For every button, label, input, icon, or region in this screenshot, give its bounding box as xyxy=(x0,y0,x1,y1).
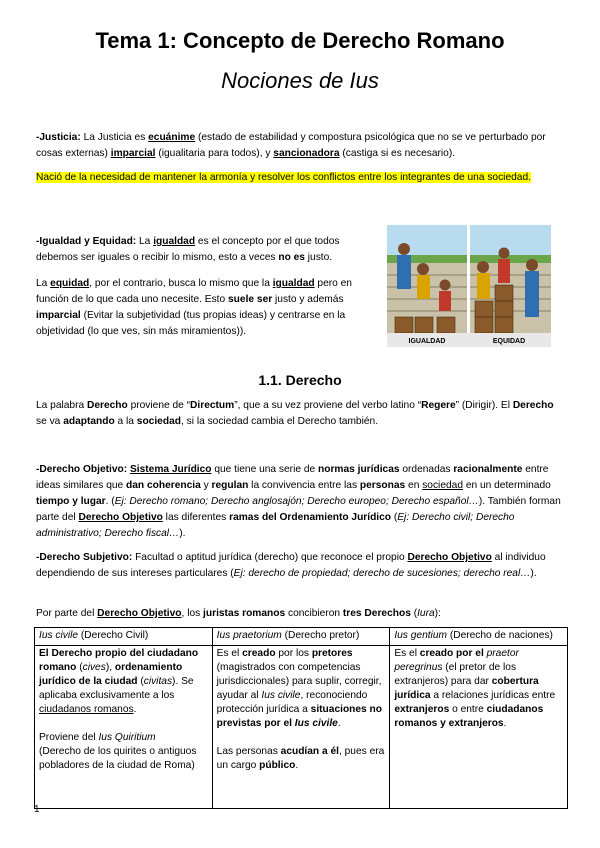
highlighted-text: Nació de la necesidad de mantener la armonía y resolver los conflictos entre los integrantes de una sociedad. xyxy=(36,172,531,183)
text: ). También forman parte del xyxy=(36,496,561,523)
term: juristas romanos xyxy=(203,608,286,619)
text: concibieron xyxy=(285,608,343,619)
text: ( xyxy=(76,662,83,673)
text: al individuo dependiendo de sus intereses particulares ( xyxy=(36,552,546,579)
justicia-paragraph xyxy=(36,130,566,162)
text: (Derecho Civil) xyxy=(78,630,149,641)
text: ordenadas xyxy=(399,464,454,475)
igualdad-caption: IGUALDAD xyxy=(408,338,446,345)
term-sancionadora: sancionadora xyxy=(273,148,340,159)
text: (el pretor de los extranjeros) para dar xyxy=(394,662,517,687)
example: Ej: derecho de propiedad; derecho de sucesiones; derecho real… xyxy=(233,568,531,579)
text: ). xyxy=(179,528,186,539)
term: Sistema Jurídico xyxy=(129,464,212,475)
page-title: Tema 1: Concepto de Derecho Romano xyxy=(95,28,505,53)
derecho-objetivo-paragraph xyxy=(36,462,566,542)
text: ”, que a su vez proviene del verbo latino “ xyxy=(234,400,422,411)
text: Es el xyxy=(394,648,420,659)
text: . xyxy=(133,704,137,715)
text: ciudadanos romanos y extranjeros xyxy=(394,704,544,729)
text: (Derecho pretor) xyxy=(281,630,360,641)
term: sociedad xyxy=(136,416,181,427)
equality-equity-illustration xyxy=(387,225,551,347)
text: creado por el xyxy=(419,648,487,659)
text: o entre xyxy=(449,704,487,715)
igualdad-paragraph xyxy=(36,234,376,266)
text: , reconociendo protección jurídica a xyxy=(216,690,368,715)
text: Ius civile xyxy=(294,718,338,729)
term-suele-ser: suele ser xyxy=(228,294,273,305)
text: la convivencia entre las xyxy=(248,480,360,491)
text: Proviene del xyxy=(39,732,99,743)
text: La palabra xyxy=(36,400,87,411)
text: civitas xyxy=(143,676,173,687)
text: acudían a él xyxy=(280,746,339,757)
objetivo-label: -Derecho Objetivo: xyxy=(36,464,128,475)
text: (estado de estabilidad y compostura psicológica que no se ve perturbado por cosas externas) xyxy=(36,132,546,159)
text: a la xyxy=(114,416,137,427)
text: La Justicia es xyxy=(80,132,149,143)
text: Es el xyxy=(216,648,243,659)
text: Ius civile xyxy=(261,690,301,701)
tres-derechos-table xyxy=(34,627,568,809)
text: ). Se aplicaba exclusivamente a los xyxy=(39,676,194,701)
term: Regere xyxy=(421,400,456,411)
term: Derecho Objetivo xyxy=(407,552,492,563)
cell-ius-civile xyxy=(35,646,213,809)
text: , por el contrario, busca lo mismo que la xyxy=(89,278,273,289)
text: . xyxy=(503,718,507,729)
justicia-label: -Justicia: xyxy=(36,132,81,143)
text: El Derecho propio del ciudadano romano xyxy=(39,648,199,673)
term-igualdad: igualdad xyxy=(272,278,315,289)
text: (igualitaria para todos), y xyxy=(155,148,274,159)
equidad-paragraph xyxy=(36,276,376,340)
example: Ej: Derecho romano; Derecho anglosajón; Derecho europeo; Derecho español… xyxy=(114,496,479,507)
term: adaptando xyxy=(63,416,115,427)
text: situaciones no previstas por el xyxy=(216,704,382,729)
text: Ius Quiritium xyxy=(98,732,156,743)
text: ( xyxy=(391,512,398,523)
igualdad-label: -Igualdad y Equidad: xyxy=(36,236,137,247)
text: . ( xyxy=(105,496,115,507)
text: es el concepto por el que todos debemos ser iguales o recibir lo mismo, esto a veces xyxy=(36,236,340,263)
term: Derecho xyxy=(512,400,554,411)
text: creado xyxy=(242,648,276,659)
text: y xyxy=(200,480,212,491)
text: que tiene una serie de xyxy=(211,464,318,475)
term-igualdad: igualdad xyxy=(153,236,196,247)
text: , si la sociedad cambia el Derecho también. xyxy=(180,416,379,427)
term: sociedad xyxy=(422,480,463,491)
term: Derecho Objetivo xyxy=(97,608,182,619)
text: cives xyxy=(82,662,106,673)
subjetivo-label: -Derecho Subjetivo: xyxy=(36,552,133,563)
text: público xyxy=(259,760,296,771)
table-intro-paragraph xyxy=(36,606,566,622)
derecho-subjetivo-paragraph xyxy=(36,550,566,582)
text: por los xyxy=(275,648,312,659)
text: ordenamiento jurídico de la ciudad xyxy=(39,662,183,687)
term: dan coherencia xyxy=(126,480,201,491)
text: ” (Dirigir). El xyxy=(455,400,513,411)
text: pero en función de lo que cada uno necesite. Esto xyxy=(36,278,352,305)
text: en xyxy=(405,480,423,491)
term: normas jurídicas xyxy=(318,464,400,475)
term: racionalmente xyxy=(453,464,523,475)
text: extranjeros xyxy=(394,704,450,715)
term: Iura xyxy=(417,608,435,619)
example: Ej: Derecho civil; Derecho administrativo; Derecho fiscal… xyxy=(36,512,515,539)
text: (Derecho de naciones) xyxy=(446,630,553,641)
text: La xyxy=(36,278,51,289)
text: praetor peregrinus xyxy=(394,648,519,673)
header-ius-praetorium xyxy=(212,628,390,646)
term-equidad: equidad xyxy=(50,278,90,289)
text: ). xyxy=(530,568,537,579)
header-ius-gentium xyxy=(390,628,568,646)
text: ( xyxy=(137,676,144,687)
text: , pues era un cargo xyxy=(216,746,385,771)
text: Ius civile xyxy=(39,630,79,641)
term: Derecho xyxy=(86,400,128,411)
text: Las personas xyxy=(216,746,281,757)
text: . xyxy=(295,760,299,771)
term-imparcial: imparcial xyxy=(36,310,81,321)
text: Ius gentium xyxy=(394,630,447,641)
page-subtitle: Nociones de Ius xyxy=(221,68,379,93)
text: (Evitar la subjetividad (tus propias ideas) y centrarse en la objetividad (lo que ves, sin más miramientos)). xyxy=(36,310,346,337)
text: pretores xyxy=(311,648,353,659)
text: (Derecho de los quirites o antiguos pobladores de la ciudad de Roma) xyxy=(39,746,197,771)
text: , los xyxy=(181,608,204,619)
cell-ius-praetorium xyxy=(212,646,390,809)
text: proviene de “ xyxy=(127,400,191,411)
text: entre ideas similares que xyxy=(36,464,549,491)
text: justo y además xyxy=(272,294,344,305)
text: se va xyxy=(36,416,64,427)
term: Directum xyxy=(190,400,235,411)
text: a relaciones jurídicas entre xyxy=(430,690,556,701)
table-header-row xyxy=(35,628,568,646)
term-imparcial: imparcial xyxy=(110,148,156,159)
term: ramas del Ordenamiento Jurídico xyxy=(229,512,392,523)
page-number: 1 xyxy=(34,804,40,815)
text: . xyxy=(337,718,341,729)
highlighted-paragraph xyxy=(36,170,566,186)
equidad-caption: EQUIDAD xyxy=(492,338,526,345)
term: personas xyxy=(359,480,406,491)
text: cobertura jurídica xyxy=(394,676,539,701)
table-row xyxy=(35,646,568,809)
text: Ius praetorium xyxy=(216,630,282,641)
text: Facultad o aptitud jurídica (derecho) que reconoce el propio xyxy=(132,552,408,563)
term: Derecho Objetivo xyxy=(78,512,163,523)
text: ciudadanos romanos xyxy=(39,704,134,715)
cell-ius-gentium xyxy=(390,646,568,809)
text: Por parte del xyxy=(36,608,98,619)
derecho-paragraph xyxy=(36,398,566,430)
text: ): xyxy=(434,608,441,619)
term-ecuanime: ecuánime xyxy=(148,132,196,143)
text: (castiga si es necesario). xyxy=(339,148,456,159)
text: ), xyxy=(105,662,115,673)
header-ius-civile xyxy=(35,628,213,646)
text: La xyxy=(136,236,154,247)
term: regulan xyxy=(211,480,249,491)
text: en un determinado xyxy=(462,480,551,491)
term: tres Derechos xyxy=(342,608,411,619)
section-heading: 1.1. Derecho xyxy=(258,372,342,388)
text: las diferentes xyxy=(162,512,230,523)
text: justo. xyxy=(304,252,333,263)
text: ( xyxy=(410,608,418,619)
term-no-es: no es xyxy=(278,252,305,263)
term: tiempo y lugar xyxy=(36,496,106,507)
text: (magistrados con competencias jurisdiccionales) para suplir, corregir, ayudar al xyxy=(216,662,382,701)
